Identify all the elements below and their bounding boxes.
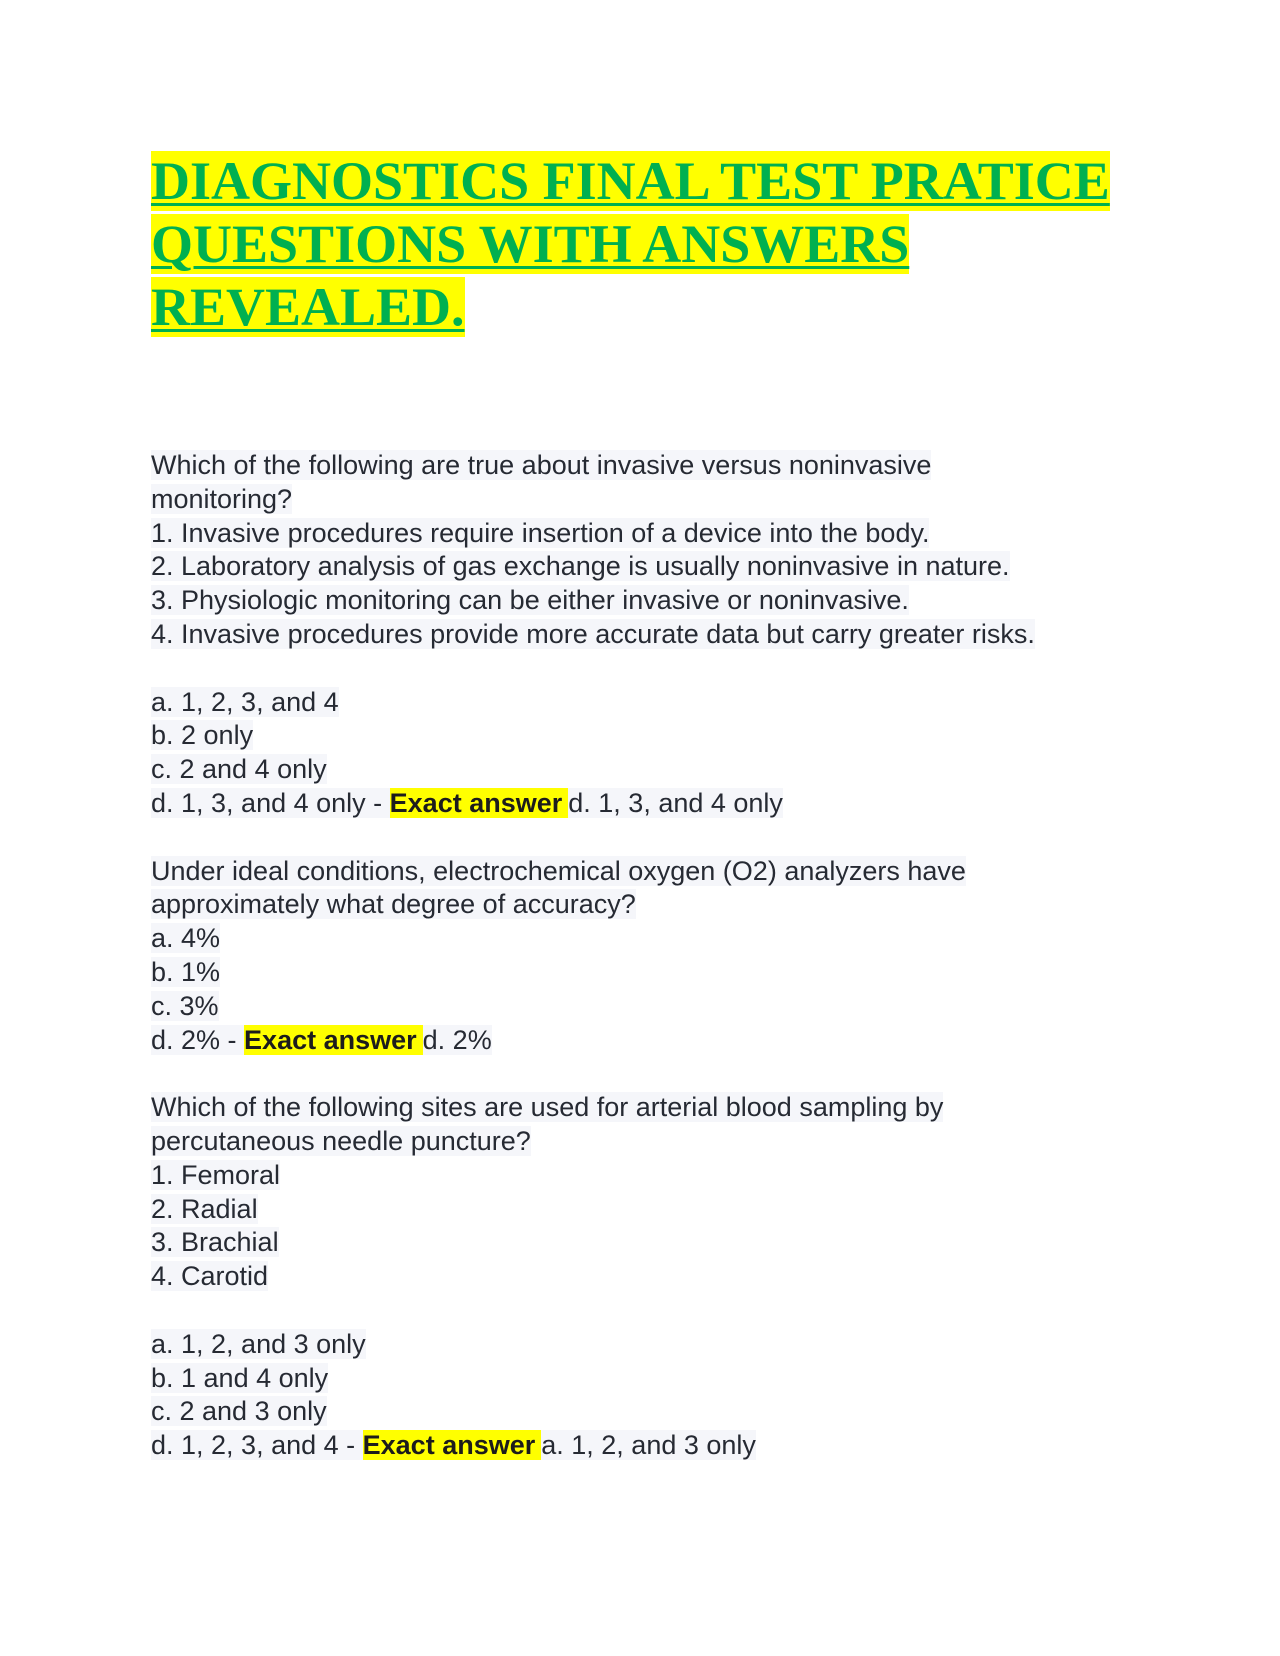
- answer-option-with-key: d. 2% - Exact answer d. 2%: [151, 1024, 492, 1055]
- answer-option: c. 3%: [151, 990, 219, 1021]
- exact-answer-value: d. 1, 3, and 4 only: [568, 787, 783, 818]
- answer-option: c. 2 and 4 only: [151, 754, 327, 785]
- question-2: [151, 855, 1131, 1058]
- question-stem-line: Which of the following sites are used for arterial blood sampling by: [151, 1092, 944, 1123]
- exact-answer-label: Exact answer: [390, 788, 569, 818]
- answer-option-with-key: d. 1, 2, 3, and 4 - Exact answer a. 1, 2, and 3 only: [151, 1430, 756, 1461]
- exact-answer-label: Exact answer: [363, 1430, 542, 1460]
- blank-line: [151, 821, 1131, 855]
- question-stem-line: 3. Brachial: [151, 1227, 279, 1258]
- answer-option: a. 1, 2, and 3 only: [151, 1328, 366, 1359]
- answer-option: b. 1 and 4 only: [151, 1362, 329, 1393]
- document-title-text: DIAGNOSTICS FINAL TEST PRATICE QUESTIONS WITH ANSWERS REVEALED.: [151, 151, 1110, 337]
- answer-option: c. 2 and 3 only: [151, 1396, 327, 1427]
- question-stem-line: approximately what degree of accuracy?: [151, 889, 636, 920]
- answer-option: b. 2 only: [151, 720, 254, 751]
- exact-answer-value: a. 1, 2, and 3 only: [541, 1430, 756, 1461]
- question-stem-line: 1. Femoral: [151, 1159, 281, 1190]
- question-1: [151, 449, 1131, 821]
- answer-option: a. 1, 2, 3, and 4: [151, 686, 339, 717]
- question-stem-line: Which of the following are true about invasive versus noninvasive: [151, 450, 932, 480]
- blank-line: [151, 1294, 1131, 1328]
- document-body: [151, 449, 1131, 1463]
- question-stem-line: Under ideal conditions, electrochemical oxygen (O2) analyzers have: [151, 855, 966, 886]
- document-page: [151, 150, 1131, 1463]
- exact-answer-value: d. 2%: [422, 1024, 492, 1055]
- question-stem-line: 4. Carotid: [151, 1261, 269, 1292]
- question-stem-line: 2. Laboratory analysis of gas exchange is usually noninvasive in nature.: [151, 551, 1010, 582]
- question-stem-line: percutaneous needle puncture?: [151, 1125, 531, 1156]
- question-stem-line: 2. Radial: [151, 1193, 258, 1224]
- blank-line: [151, 652, 1131, 686]
- question-3: [151, 1091, 1131, 1463]
- answer-option: b. 1%: [151, 956, 221, 987]
- question-stem-line: 3. Physiologic monitoring can be either invasive or noninvasive.: [151, 585, 909, 616]
- answer-option: a. 4%: [151, 923, 221, 954]
- blank-line: [151, 1057, 1131, 1091]
- question-stem-line: 1. Invasive procedures require insertion of a device into the body.: [151, 517, 930, 548]
- answer-option-with-key: d. 1, 3, and 4 only - Exact answer d. 1, 3, and 4 only: [151, 787, 783, 818]
- question-stem-line: monitoring?: [151, 483, 293, 514]
- exact-answer-label: Exact answer: [244, 1025, 423, 1055]
- question-stem-line: 4. Invasive procedures provide more accurate data but carry greater risks.: [151, 618, 1035, 649]
- document-title: [151, 150, 1131, 339]
